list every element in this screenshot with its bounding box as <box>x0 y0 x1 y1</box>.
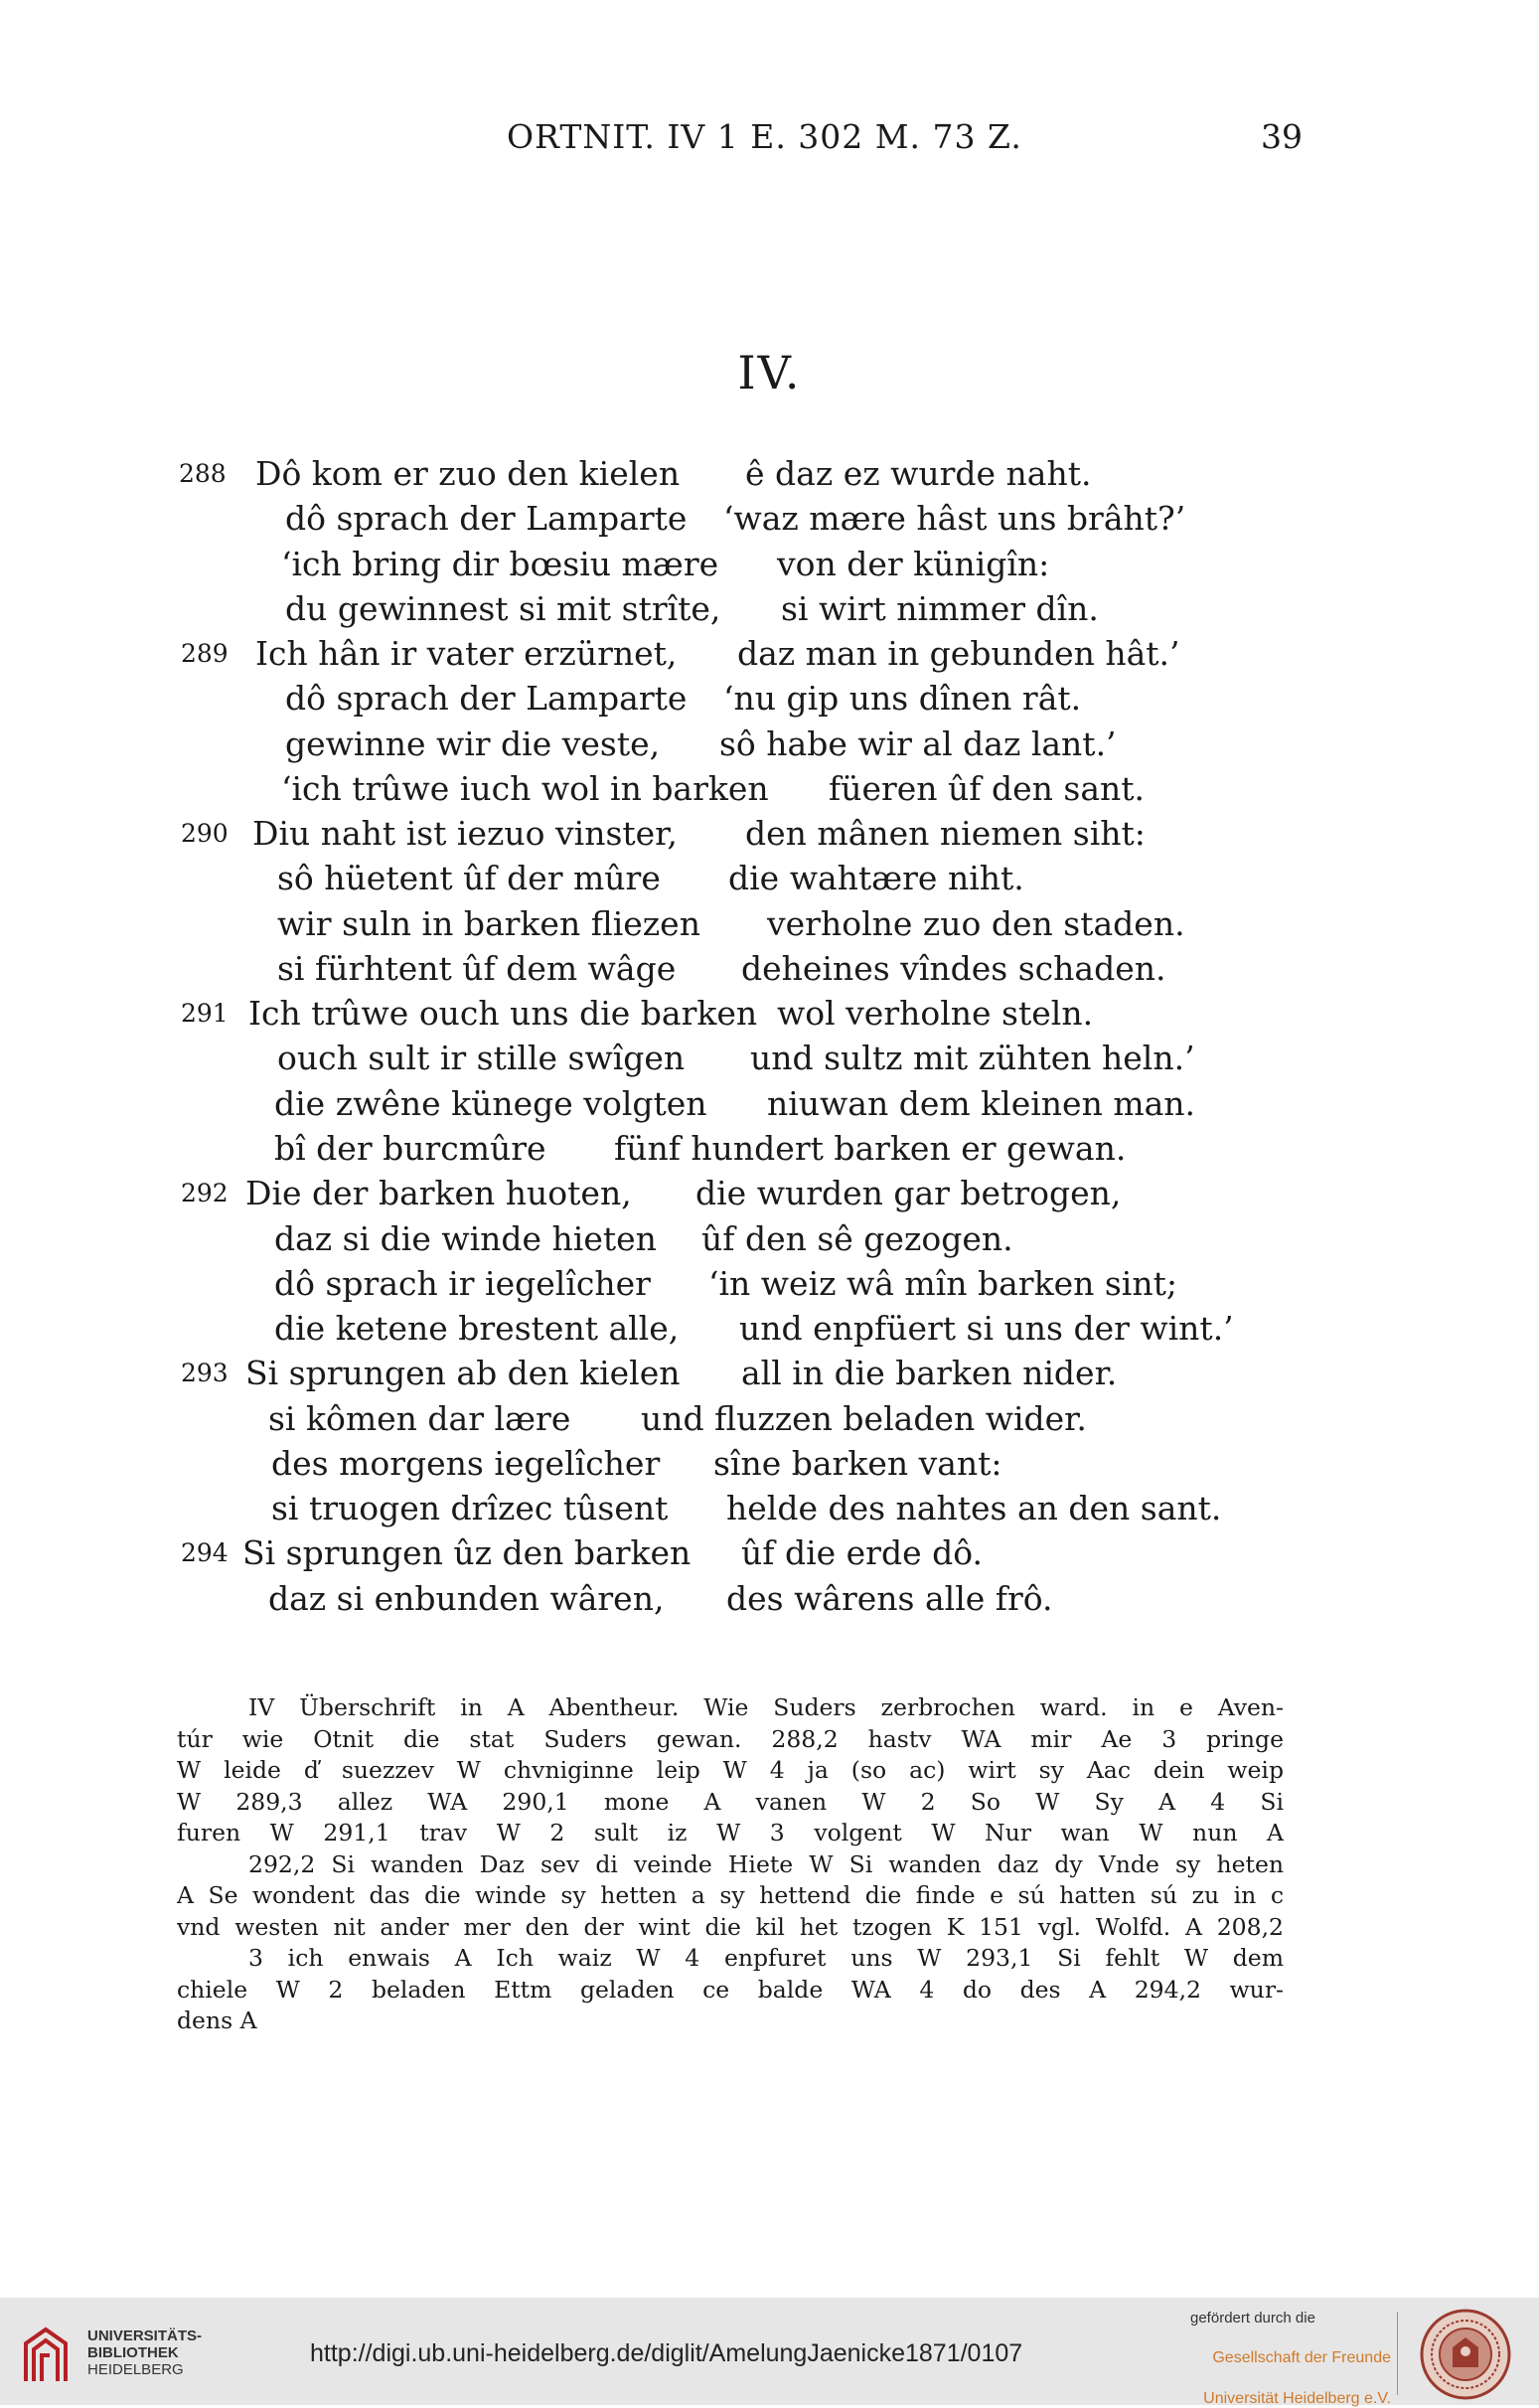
verse-a-half: ‘ich bring dir bœsiu mære <box>281 545 719 583</box>
stanza-number: 293 <box>181 1359 229 1387</box>
verse-b-half: deheines vîndes schaden. <box>741 949 1166 988</box>
apparatus-line: W leide ď suezzev W chvniginne leip W 4 ja (so ac) wirt sy Aac dein weip <box>177 1756 1284 1784</box>
verse-a-half: si fürhtent ûf dem wâge <box>277 949 677 988</box>
verse-line <box>0 1352 1539 1395</box>
verse-a-half: Ich trûwe ouch uns die barken <box>248 994 758 1033</box>
verse-line <box>0 902 1539 946</box>
verse-b-half: helde des nahtes an den sant. <box>726 1489 1222 1527</box>
university-seal-icon <box>1419 2308 1512 2401</box>
verse-a-half: bî der burcmûre <box>274 1129 546 1168</box>
verse-a-half: daz si die winde hieten <box>274 1219 657 1258</box>
library-name-line: UNIVERSITÄTS- <box>87 2328 203 2344</box>
verse-b-half: sîne barken vant: <box>713 1444 1002 1483</box>
library-name-line: HEIDELBERG <box>87 2361 184 2378</box>
verse-a-half: Dô kom er zuo den kielen <box>255 454 681 493</box>
apparatus-line: dens A <box>177 2007 257 2034</box>
verse-a-half: dô sprach der Lamparte <box>285 499 688 538</box>
sponsor-name-line: Gesellschaft der Freunde <box>1212 2349 1391 2366</box>
verse-a-half: daz si enbunden wâren, <box>268 1579 665 1618</box>
sponsor-name-line: Universität Heidelberg e.V. <box>1203 2390 1391 2407</box>
verse-a-half: die ketene brestent alle, <box>274 1309 680 1348</box>
apparatus-line: furen W 291,1 trav W 2 sult iz W 3 volgent W Nur wan W nun A <box>177 1819 1284 1846</box>
verse-b-half: fünf hundert barken er gewan. <box>614 1129 1127 1168</box>
apparatus-line: túr wie Otnit die stat Suders gewan. 288,2 hastv WA mir Ae 3 pringe <box>177 1724 1284 1753</box>
verse-a-half: Diu naht ist iezuo vinster, <box>252 814 678 853</box>
verse-a-half: Die der barken huoten, <box>245 1174 632 1212</box>
verse-b-half: verholne zuo den staden. <box>767 904 1185 943</box>
verse-a-half: die zwêne künege volgten <box>274 1084 707 1123</box>
verse-line <box>0 1531 1539 1575</box>
library-logo-icon <box>20 2326 72 2385</box>
verse-line <box>0 543 1539 586</box>
verse-b-half: daz man in gebunden hât.’ <box>737 634 1180 673</box>
verse-b-half: niuwan dem kleinen man. <box>767 1084 1196 1123</box>
sponsor-credit <box>1182 2310 1391 2408</box>
verse-b-half: und fluzzen beladen wider. <box>641 1399 1087 1438</box>
verse-b-half: und enpfüert si uns der wint.’ <box>739 1309 1234 1348</box>
page-number: 39 <box>1261 117 1303 156</box>
verse-line <box>0 1307 1539 1351</box>
verse-a-half: si kômen dar lære <box>268 1399 571 1438</box>
verse-b-half: ‘in weiz wâ mîn barken sint; <box>708 1264 1177 1303</box>
verse-a-half: dô sprach ir iegelîcher <box>274 1264 651 1303</box>
verse-line <box>0 677 1539 721</box>
verse-b-half: den mânen niemen siht: <box>745 814 1146 853</box>
running-head <box>0 117 1539 167</box>
sponsor-prefix: gefördert durch die <box>1190 2310 1315 2327</box>
verse-a-half: ‘ich trûwe iuch wol in barken <box>281 769 769 808</box>
digitization-footer <box>0 2298 1539 2405</box>
verse-b-half: von der künigîn: <box>777 545 1050 583</box>
verse-b-half: ‘waz mære hâst uns brâht?’ <box>723 499 1186 538</box>
verse-line <box>0 767 1539 811</box>
stanza-number: 291 <box>181 999 229 1028</box>
apparatus-line: chiele W 2 beladen Ettm geladen ce balde WA 4 do des A 294,2 wur- <box>177 1975 1284 2004</box>
verse-line <box>0 992 1539 1036</box>
verse-a-half: si truogen drîzec tûsent <box>271 1489 669 1527</box>
stanza-number: 292 <box>181 1179 229 1207</box>
verse-a-half: Si sprungen ab den kielen <box>245 1354 681 1392</box>
verse-line <box>0 1577 1539 1621</box>
critical-apparatus <box>177 1692 1284 2037</box>
stanza-number: 288 <box>179 459 227 488</box>
verse-b-half: und sultz mit zühten heln.’ <box>750 1039 1195 1077</box>
stanza-number: 290 <box>181 819 229 848</box>
verse-a-half: Si sprungen ûz den barken <box>242 1533 692 1572</box>
apparatus-line: A Se wondent das die winde sy hetten a sy hettend die finde e sú hatten sú zu in c <box>177 1881 1284 1909</box>
verse-a-half: Ich hân ir vater erzürnet, <box>255 634 678 673</box>
verse-line <box>0 1397 1539 1441</box>
verse-a-half: ouch sult ir stille swîgen <box>277 1039 686 1077</box>
verse-a-half: des morgens iegelîcher <box>271 1444 661 1483</box>
verse-b-half: ‘nu gip uns dînen rât. <box>723 679 1082 718</box>
apparatus-line: IV Überschrift in A Abentheur. Wie Suders zerbrochen ward. in e Aven- <box>248 1693 1284 1721</box>
verse-line <box>0 812 1539 856</box>
verse-b-half: die wahtære niht. <box>728 859 1024 897</box>
library-name-line: BIBLIOTHEK <box>87 2344 179 2361</box>
verse-b-half: si wirt nimmer dîn. <box>781 589 1099 628</box>
stanza-number: 294 <box>181 1538 229 1567</box>
verse-line <box>0 722 1539 766</box>
verse-a-half: dô sprach der Lamparte <box>285 679 688 718</box>
verse-line <box>0 497 1539 541</box>
library-name <box>87 2328 202 2378</box>
verse-line <box>0 1127 1539 1171</box>
verse-line <box>0 1172 1539 1215</box>
verse-line <box>0 632 1539 676</box>
verse-line <box>0 452 1539 496</box>
apparatus-line: 3 ich enwais A Ich waiz W 4 enpfuret uns W 293,1 Si fehlt W dem <box>248 1944 1284 1972</box>
verse-a-half: sô hüetent ûf der mûre <box>277 859 661 897</box>
verse-line <box>0 587 1539 631</box>
verse-line <box>0 1487 1539 1530</box>
apparatus-line: 292,2 Si wanden Daz sev di veinde Hiete W Si wanden daz dy Vnde sy heten <box>248 1849 1284 1878</box>
verse-line <box>0 947 1539 991</box>
running-title: ORTNIT. IV 1 E. 302 M. 73 Z. <box>507 117 1022 156</box>
footer-divider <box>1397 2312 1398 2395</box>
verse-a-half: wir suln in barken fliezen <box>277 904 700 943</box>
verse-line <box>0 1262 1539 1306</box>
verse-line <box>0 1082 1539 1126</box>
verse-line <box>0 857 1539 900</box>
stanza-number: 289 <box>181 639 229 668</box>
verse-line <box>0 1037 1539 1080</box>
verse-a-half: gewinne wir die veste, <box>285 724 661 763</box>
apparatus-line: vnd westen nit ander mer den der wint die kil het tzogen K 151 vgl. Wolfd. A 208,2 <box>177 1912 1284 1941</box>
verse-line <box>0 1217 1539 1261</box>
apparatus-line: W 289,3 allez WA 290,1 mone A vanen W 2 So W Sy A 4 Si <box>177 1787 1284 1816</box>
verse-b-half: des wârens alle frô. <box>726 1579 1053 1618</box>
verse-b-half: ê daz ez wurde naht. <box>745 454 1092 493</box>
verse-b-half: ûf die erde dô. <box>741 1533 984 1572</box>
verse-b-half: sô habe wir al daz lant.’ <box>719 724 1117 763</box>
permalink-url[interactable]: http://digi.ub.uni-heidelberg.de/diglit/AmelungJaenicke1871/0107 <box>310 2339 1023 2367</box>
verse-b-half: all in die barken nider. <box>741 1354 1118 1392</box>
verse-b-half: ûf den sê gezogen. <box>701 1219 1013 1258</box>
chapter-title: IV. <box>737 346 802 400</box>
verse-line <box>0 1442 1539 1486</box>
verse-b-half: die wurden gar betrogen, <box>695 1174 1122 1212</box>
verse-a-half: du gewinnest si mit strîte, <box>285 589 721 628</box>
verse-b-half: füeren ûf den sant. <box>829 769 1146 808</box>
verse-b-half: wol verholne steln. <box>777 994 1094 1033</box>
